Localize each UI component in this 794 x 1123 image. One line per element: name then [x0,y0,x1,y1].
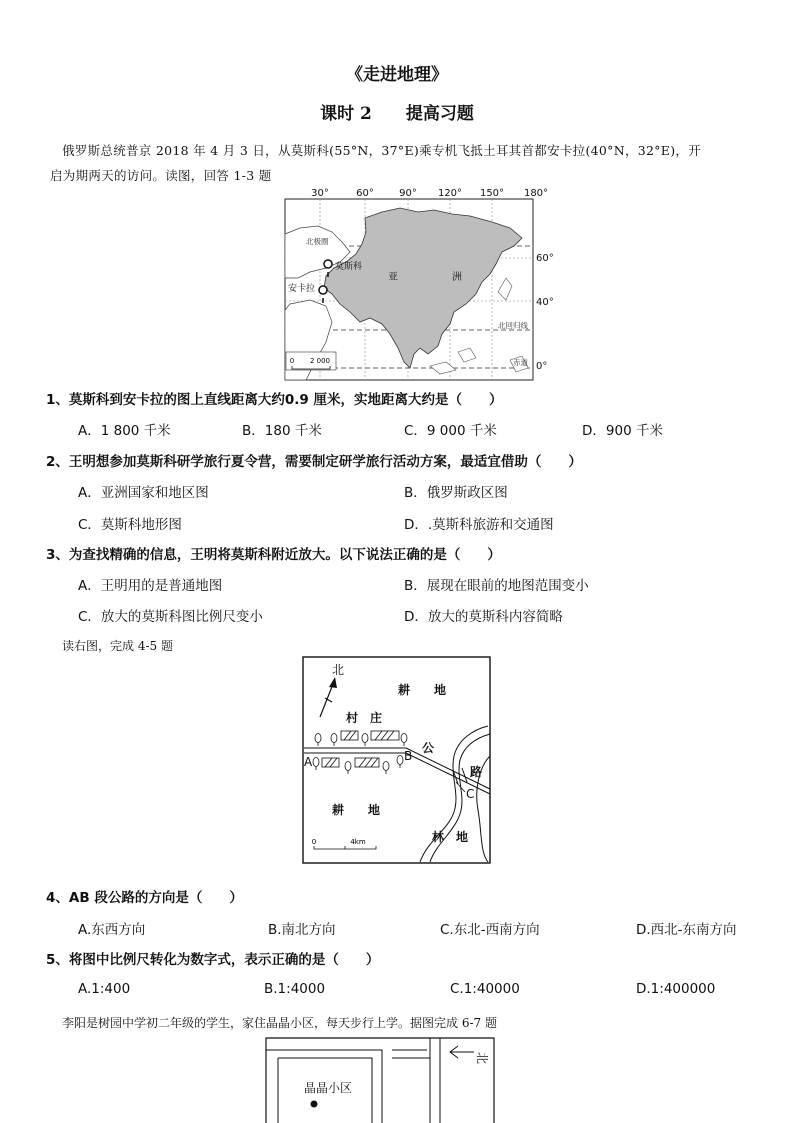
q4-option-d[interactable]: D.西北-东南方向 [636,922,737,938]
point-a-label: A [304,755,313,769]
point-b-label: B [404,749,413,763]
q5-option-c[interactable]: C.1:40000 [450,981,520,997]
road-label-1: 公 [422,741,435,755]
residence-label: 晶晶小区 [304,1081,353,1095]
q4-option-a[interactable]: A.东西方向 [78,922,146,938]
q2-option-d[interactable]: D．.莫斯科旅游和交通图 [404,517,554,533]
q3-option-c[interactable]: C．放大的莫斯科图比例尺变小 [78,609,263,625]
intro-line-2: 启为期两天的访问。读图，回答 1-3 题 [50,168,272,183]
asia-label-1: 亚 [388,272,398,283]
q2-option-b[interactable]: B．俄罗斯政区图 [404,485,508,501]
q3-option-b[interactable]: B．展现在眼前的地图范围变小 [404,578,589,594]
map1-lon-90: 90° [399,188,417,199]
q1-stem: 1、莫斯科到安卡拉的图上直线距离大约0.9 厘米，实地距离大约是（ ） [46,392,503,408]
map3-frame [266,1038,494,1123]
q5-option-d[interactable]: D.1:400000 [636,981,716,997]
page-subtitle: 课时 2 提高习题 [320,104,474,124]
map2-scale-zero: 0 [311,838,317,846]
q2-stem: 2、王明想参加莫斯科研学旅行夏令营，需要制定研学旅行活动方案，最适宜借助（ ） [46,454,582,470]
map1-lon-180: 180° [523,188,549,199]
q2-option-c[interactable]: C．莫斯科地形图 [78,517,182,533]
moscow-label: 莫斯科 [335,262,363,272]
map1-lat-40: 40° [536,297,554,308]
map2-scale-value: 4km [350,838,366,846]
village-label: 村 庄 [346,711,383,725]
q1-option-c[interactable]: C．9 000 千米 [404,423,497,439]
map3-north-arrow [450,1046,489,1064]
road-label-2: 路 [470,765,483,779]
map3-streets [266,1038,440,1123]
map2-north-label: 北 [332,663,345,677]
read-prompt-6-7: 李阳是树园中学初二年级的学生，家住晶晶小区，每天步行上学。据图完成 6-7 题 [62,1016,497,1030]
map1-scale-zero: 0 [289,357,295,365]
map1-lat-60: 60° [536,253,554,264]
q5-stem: 5、将图中比例尺转化为数字式，表示正确的是（ ） [46,952,380,968]
q1-option-b[interactable]: B．180 千米 [242,423,322,439]
map1-lon-150: 150° [479,188,505,199]
page-title: 《走进地理》 [346,65,448,85]
q2-option-a[interactable]: A．亚洲国家和地区图 [78,485,209,501]
q4-stem: 4、AB 段公路的方向是（ ） [46,890,243,906]
q3-option-a[interactable]: A．王明用的是普通地图 [78,578,223,594]
school-route-map [262,1034,502,1123]
village-road-map [302,656,498,866]
q1-option-d[interactable]: D．900 千米 [582,423,663,439]
q4-option-b[interactable]: B.南北方向 [268,922,336,938]
map1-lon-120: 120° [437,188,463,199]
map1-lon-60: 60° [356,188,374,199]
point-c-label: C [466,787,475,801]
map1-lon-30: 30° [311,188,329,199]
forest-label: 林 地 [432,830,469,844]
farmland-bottom-label: 耕 地 [332,803,381,817]
arctic-circle-label: 北极圈 [306,237,329,246]
tropic-label: 北回归线 [498,321,528,330]
q1-option-a[interactable]: A．1 800 千米 [78,423,171,439]
farmland-top-label: 耕 地 [398,683,447,697]
map1-lat-0: 0° [536,361,548,372]
q5-option-b[interactable]: B.1:4000 [264,981,326,997]
map3-north-label: 北 [475,1052,489,1065]
map1-scale-bar [286,352,336,370]
asia-map [270,182,570,382]
q3-stem: 3、为查找精确的信息，王明将莫斯科附近放大。以下说法正确的是（ ） [46,547,501,563]
read-prompt-4-5: 读右图，完成 4-5 题 [62,639,173,653]
asia-label-2: 洲 [452,272,462,283]
q5-option-a[interactable]: A.1:400 [78,981,131,997]
intro-line-1: 俄罗斯总统普京 2018 年 4 月 3 日，从莫斯科(55°N，37°E)乘专机飞抵土耳其首都安卡拉(40°N，32°E)，开 [62,143,702,158]
q3-option-d[interactable]: D．放大的莫斯科内容简略 [404,609,563,625]
ankara-label: 安卡拉 [288,284,316,294]
map1-scale-value: 2 000 [309,357,331,365]
residence-marker [311,1101,318,1108]
q4-option-c[interactable]: C.东北-西南方向 [440,922,540,938]
equator-label: 赤道 [513,358,528,367]
